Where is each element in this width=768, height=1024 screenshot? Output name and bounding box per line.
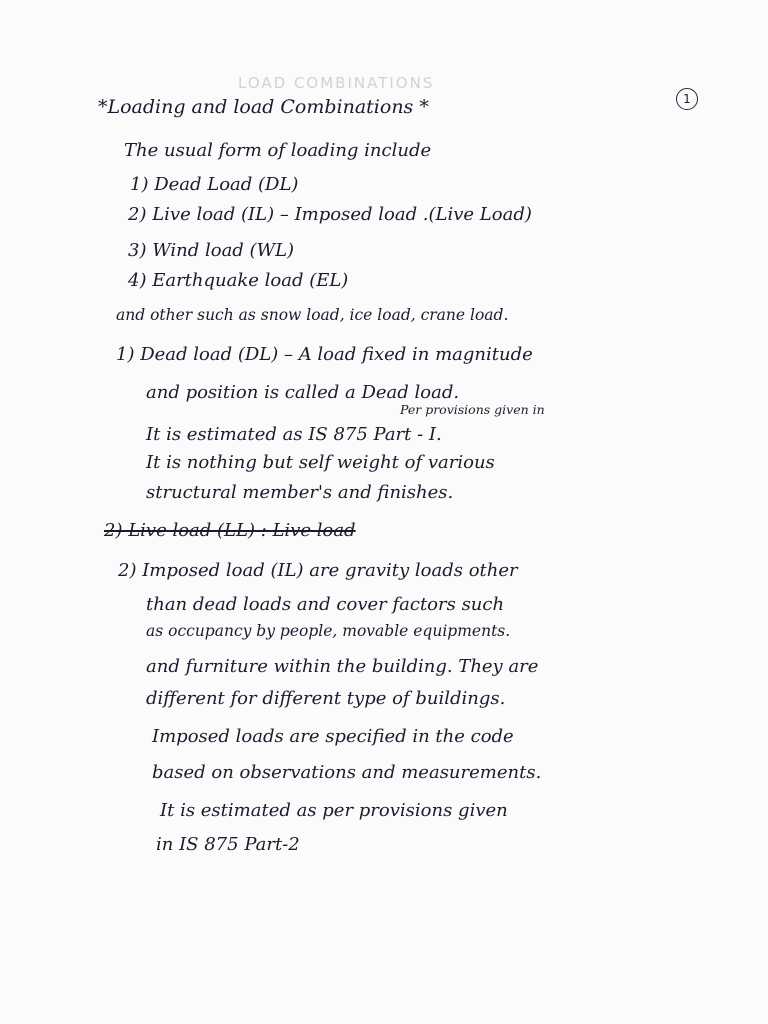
faded-header: LOAD COMBINATIONS bbox=[238, 74, 435, 92]
imposed-load-line-8: It is estimated as per provisions given bbox=[160, 800, 508, 821]
list-item-earthquake-load: 4) Earthquake load (EL) bbox=[128, 270, 349, 291]
dead-load-definition: 1) Dead load (DL) – A load fixed in magnitude bbox=[116, 344, 533, 365]
struck-out-line: 2) Live load (LL) : Live load bbox=[104, 520, 356, 541]
list-item-wind-load: 3) Wind load (WL) bbox=[128, 240, 295, 261]
inserted-note: Per provisions given in bbox=[400, 402, 545, 417]
dead-load-line-3: It is estimated as IS 875 Part - I. bbox=[146, 424, 442, 445]
imposed-load-line-6: Imposed loads are specified in the code bbox=[152, 726, 514, 747]
imposed-load-line-9: in IS 875 Part-2 bbox=[156, 834, 300, 855]
list-item-dead-load: 1) Dead Load (DL) bbox=[130, 174, 299, 195]
list-item-live-load: 2) Live load (IL) – Imposed load .(Live Load) bbox=[128, 204, 532, 225]
imposed-load-line-5: different for different type of buildings. bbox=[146, 688, 506, 709]
imposed-load-line-2: than dead loads and cover factors such bbox=[146, 594, 505, 615]
page-title: *Loading and load Combinations * bbox=[98, 96, 429, 118]
page-number: 1 bbox=[676, 88, 698, 110]
dead-load-line-2: and position is called a Dead load. bbox=[146, 382, 460, 403]
imposed-load-definition: 2) Imposed load (IL) are gravity loads other bbox=[118, 560, 518, 581]
imposed-load-line-4: and furniture within the building. They are bbox=[146, 656, 539, 677]
imposed-load-line-3: as occupancy by people, movable equipments. bbox=[146, 622, 511, 640]
imposed-load-line-7: based on observations and measurements. bbox=[152, 762, 542, 783]
dead-load-line-5: structural member's and finishes. bbox=[146, 482, 454, 503]
other-loads-line: and other such as snow load, ice load, crane load. bbox=[116, 306, 509, 324]
intro-line: The usual form of loading include bbox=[124, 140, 432, 161]
dead-load-line-4: It is nothing but self weight of various bbox=[146, 452, 495, 473]
